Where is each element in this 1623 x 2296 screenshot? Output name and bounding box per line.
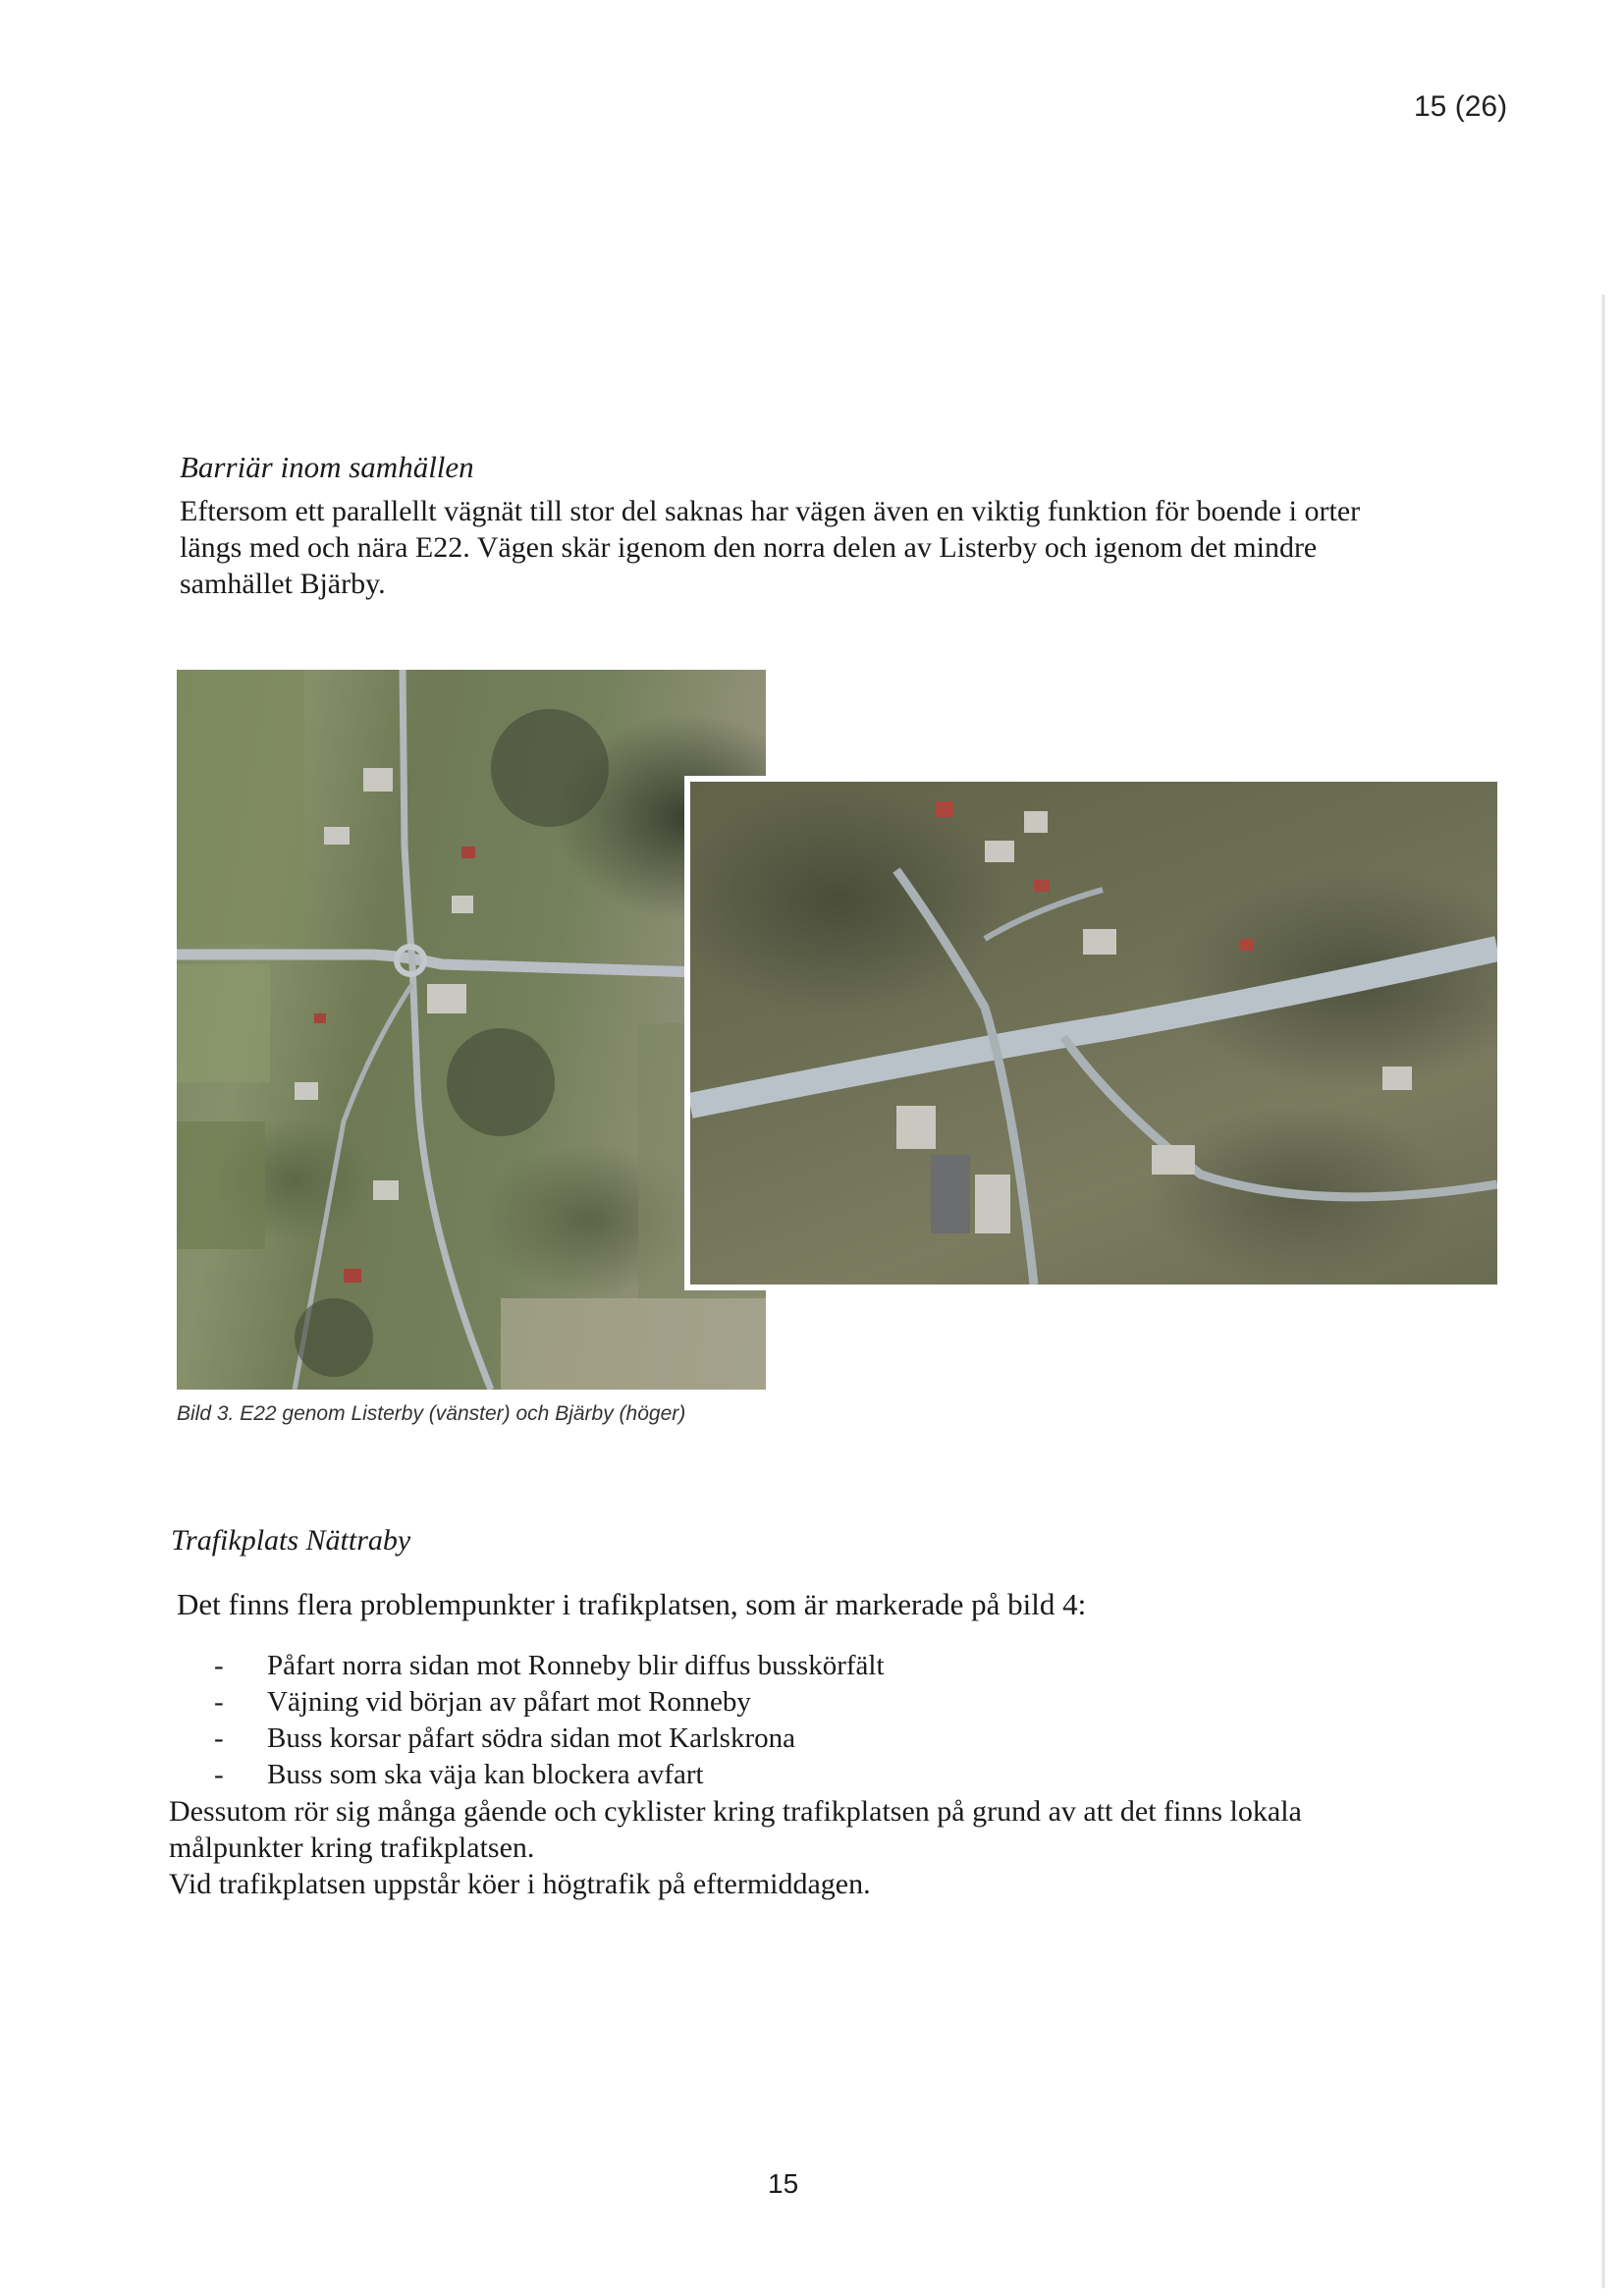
list-dash: - — [214, 1686, 224, 1718]
list-item-text: Buss korsar påfart södra sidan mot Karlskrona — [267, 1722, 795, 1754]
section-heading-barrier: Barriär inom samhällen — [180, 450, 474, 484]
list-dash: - — [214, 1722, 224, 1754]
page-label: 15 (26) — [1414, 90, 1508, 123]
list-item — [214, 1648, 885, 1684]
scan-edge-shadow — [1601, 295, 1605, 2288]
list-item-text: Påfart norra sidan mot Ronneby blir diffus busskörfält — [267, 1650, 885, 1681]
paragraph-pedestrians: Dessutom rör sig många gående och cyklister kring trafikplatsen på grund av att det finns lokala målpunkter kring trafikplatsen. — [169, 1795, 1302, 1864]
list-item-text: Väjning vid början av påfart mot Ronneby — [267, 1686, 751, 1718]
page-number: 15 — [768, 2168, 799, 2199]
figure-caption: Bild 3. E22 genom Listerby (vänster) och Bjärby (höger) — [177, 1402, 686, 1425]
paragraph-queues: Vid trafikplatsen uppstår köer i högtrafik på eftermiddagen. — [169, 1868, 871, 1900]
list-item — [214, 1684, 885, 1721]
list-dash: - — [214, 1759, 224, 1790]
section-body-barrier: Eftersom ett parallellt vägnät till stor del saknas har vägen även en viktig funktion för boende i orter längs med och nära E22. Vägen skär igenom den norra delen av Listerby och igenom det mindre samhället Bjärby. — [180, 495, 1361, 600]
section-body-nattraby — [169, 1793, 1426, 1902]
list-item — [214, 1757, 885, 1793]
list-item — [214, 1721, 885, 1757]
aerial-photo-listerby — [177, 670, 766, 1390]
section-intro-nattraby: Det finns flera problempunkter i trafikplatsen, som är markerade på bild 4: — [177, 1587, 1087, 1621]
aerial-photo-bjarby — [684, 776, 1503, 1290]
list-dash: - — [214, 1650, 224, 1681]
section-heading-nattraby: Trafikplats Nättraby — [171, 1524, 411, 1557]
list-item-text: Buss som ska väja kan blockera avfart — [267, 1759, 704, 1790]
problem-points-list — [214, 1648, 885, 1793]
